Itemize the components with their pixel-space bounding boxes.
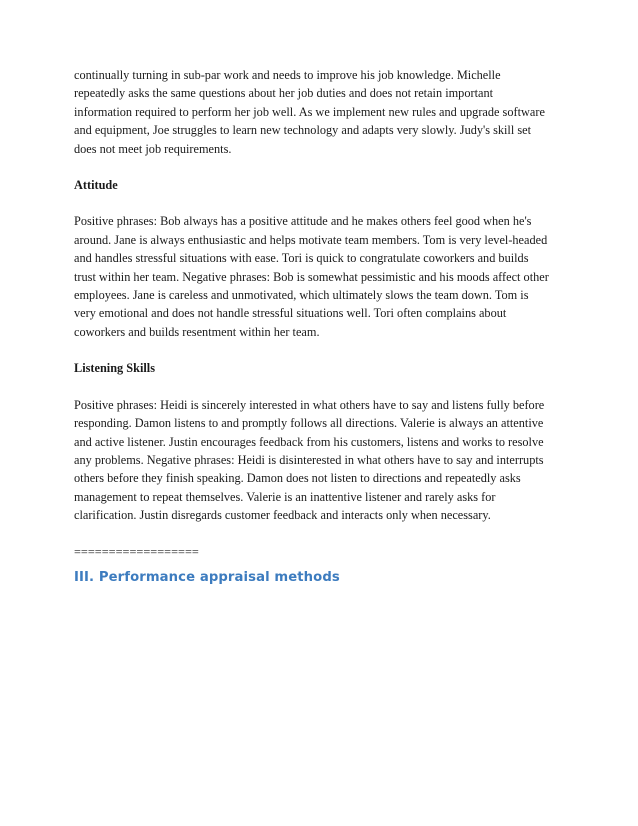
listening-skills-paragraph — [74, 396, 566, 525]
paragraph-line: Positive phrases: Bob always has a positive attitude and he makes others feel good when he's — [74, 214, 532, 229]
paragraph-line: responding. Damon listens to and promptly follows all directions. Valerie is always an attentive — [74, 416, 544, 431]
paragraph-line: and active listener. Justin encourages feedback from his customers, listens and works to resolve — [74, 434, 544, 449]
paragraph-line: employees. Jane is careless and unmotivated, which ultimately slows the team down. Tom is — [74, 288, 529, 303]
paragraph-line: very emotional and does not handle stressful situations well. Tori often complains about — [74, 306, 507, 321]
document-body — [74, 66, 566, 587]
paragraph-line: others before they finish speaking. Damon does not listen to directions and repeatedly asks — [74, 471, 521, 486]
paragraph-line: management to repeat themselves. Valerie is an inattentive listener and rarely asks for — [74, 489, 496, 504]
section-heading-appraisal-methods: III. Performance appraisal methods — [74, 569, 340, 585]
paragraph-line: and handles stressful situations with ease. Tori is quick to congratulate coworkers and builds — [74, 251, 529, 266]
paragraph-line: continually turning in sub-par work and needs to improve his job knowledge. Michelle — [74, 68, 501, 82]
intro-paragraph — [74, 66, 566, 158]
paragraph-line: around. Jane is always enthusiastic and helps motivate team members. Tom is very level-headed — [74, 232, 548, 247]
paragraph-line: Positive phrases: Heidi is sincerely interested in what others have to say and listens fully before — [74, 397, 545, 412]
paragraph-line: and equipment, Joe struggles to learn new technology and adapts very slowly. Judy's skill set — [74, 123, 532, 138]
paragraph-line: any problems. Negative phrases: Heidi is disinterested in what others have to say and interrupts — [74, 452, 544, 467]
paragraph-line: trust within her team. Negative phrases: Bob is somewhat pessimistic and his moods affect other — [74, 269, 549, 284]
paragraph-line: repeatedly asks the same questions about her job duties and does not retain important — [74, 86, 494, 101]
paragraph-line: coworkers and builds resentment within her team. — [74, 324, 320, 339]
attitude-paragraph — [74, 212, 566, 341]
attitude-heading: Attitude — [74, 178, 118, 193]
section-divider: ================== — [74, 544, 199, 559]
paragraph-line: clarification. Justin disregards customer feedback and interacts only when necessary. — [74, 508, 491, 523]
listening-skills-heading: Listening Skills — [74, 361, 155, 376]
paragraph-line: does not meet job requirements. — [74, 141, 232, 156]
paragraph-line: information required to perform her job well. As we implement new rules and upgrade software — [74, 104, 545, 119]
